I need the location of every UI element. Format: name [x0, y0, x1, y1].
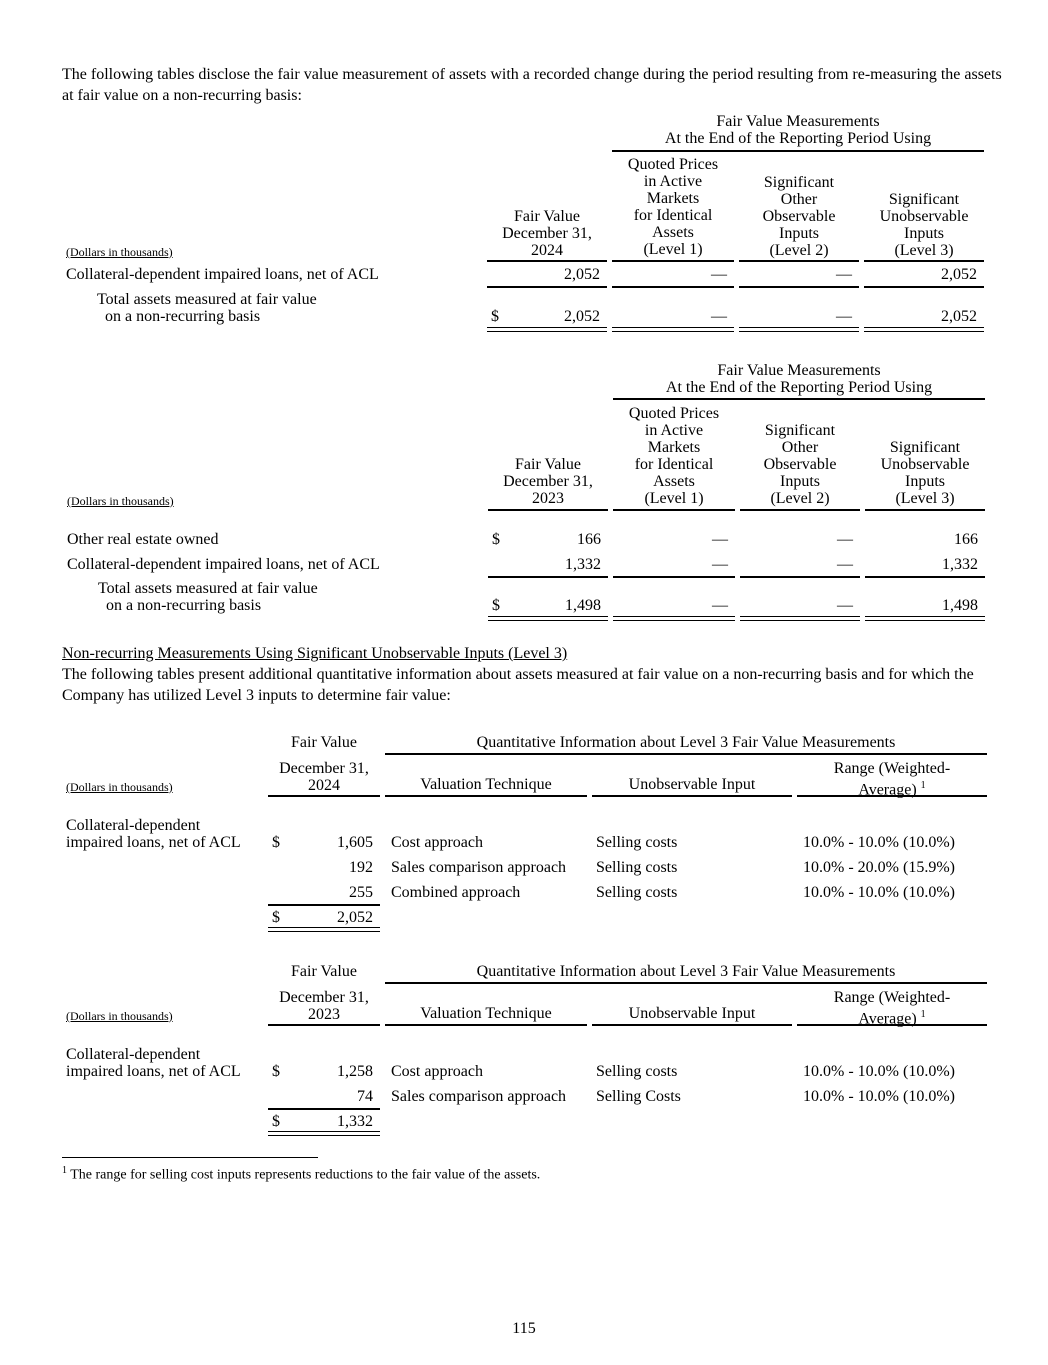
footnote-divider [62, 1157, 318, 1158]
row-label-line1: Collateral-dependent [66, 817, 201, 834]
footnote: $^1$ The range for selling cost inputs represents reductions to the fair value of the assets. [62, 1165, 541, 1183]
fair-value-label: Fair Value [291, 963, 357, 980]
row-label-line2: impaired loans, net of ACL [66, 834, 241, 851]
range-header: Range (Weighted- Average) $^1$ [833, 989, 951, 1028]
col-fair-value-header: Fair Value December 31, 2023 [503, 456, 593, 507]
input-cell: Selling costs [596, 1063, 678, 1080]
level2-cell: — [837, 556, 853, 573]
input-cell: Selling costs [596, 859, 678, 876]
row-label: Other real estate owned [67, 531, 219, 548]
col-level3-header: Significant Unobservable Inputs (Level 3) [879, 191, 969, 259]
col-fair-value-header: Fair Value December 31, 2024 [502, 208, 592, 259]
total-label-line1: Total assets measured at fair value [98, 580, 318, 597]
level3-intro: The following tables present additional quantitative information about assets measured at fair value on a non-recurring basis and for which the Company has utilized Level 3 inputs to determine fair value: [62, 666, 974, 704]
range-cell: 10.0% - 10.0% (10.0%) [803, 884, 955, 901]
level1-cell: — [711, 266, 727, 283]
total-level2: — [837, 597, 853, 614]
dollar-sign: $ [491, 308, 499, 325]
fair-value-cell: 1,332 [565, 556, 601, 573]
units-label: (Dollars in thousands) [66, 245, 173, 259]
row-label-line2: impaired loans, net of ACL [66, 1063, 241, 1080]
level3-cell: 166 [954, 531, 978, 548]
total-level2: — [836, 308, 852, 325]
row-label: Collateral-dependent impaired loans, net of ACL [66, 266, 379, 283]
group-header-line1: Fair Value Measurements [716, 113, 880, 130]
fair-value-cell: 166 [577, 531, 601, 548]
units-label: (Dollars in thousands) [66, 1009, 173, 1023]
date-header: December 31, 2023 [279, 989, 369, 1023]
row-label-line1: Collateral-dependent [66, 1046, 201, 1063]
value-cell: 255 [349, 884, 373, 901]
value-cell: 74 [357, 1088, 373, 1105]
input-cell: Selling costs [596, 884, 678, 901]
level3-cell: 2,052 [941, 266, 977, 283]
level3-cell: 1,332 [942, 556, 978, 573]
units-label: (Dollars in thousands) [66, 780, 173, 794]
date-header: December 31, 2024 [279, 760, 369, 794]
quant-header: Quantitative Information about Level 3 Fair Value Measurements [476, 963, 896, 980]
level2-cell: — [837, 531, 853, 548]
technique-cell: Cost approach [391, 834, 483, 851]
total-label-line2: on a non-recurring basis [105, 308, 261, 325]
total-dollar-sign: $ [272, 909, 280, 926]
col-level2-header: Significant Other Observable Inputs (Level 2) [762, 174, 836, 259]
total-label-line1: Total assets measured at fair value [97, 291, 317, 308]
total-level3: 1,498 [942, 597, 978, 614]
dollar-sign: $ [492, 597, 500, 614]
range-cell: 10.0% - 20.0% (15.9%) [803, 859, 955, 876]
level1-cell: — [712, 531, 728, 548]
technique-cell: Combined approach [391, 884, 521, 901]
total-label-line2: on a non-recurring basis [106, 597, 262, 614]
technique-cell: Cost approach [391, 1063, 483, 1080]
range-cell: 10.0% - 10.0% (10.0%) [803, 834, 955, 851]
technique-cell: Sales comparison approach [391, 859, 567, 876]
value-cell: 192 [349, 859, 373, 876]
total-level1: — [712, 597, 728, 614]
row-label: Collateral-dependent impaired loans, net of ACL [67, 556, 380, 573]
col-level1-header: Quoted Prices in Active Markets for Identical Assets (Level 1) [627, 156, 719, 258]
total-level3: 2,052 [941, 308, 977, 325]
page-number: 115 [512, 1320, 536, 1337]
level3-heading: Non-recurring Measurements Using Significant Unobservable Inputs (Level 3) [62, 645, 568, 662]
group-header-line2: At the End of the Reporting Period Using [664, 130, 932, 147]
col-level3-header: Significant Unobservable Inputs (Level 3) [880, 439, 970, 507]
valuation-technique-header: Valuation Technique [420, 776, 552, 793]
fair-value-label: Fair Value [291, 734, 357, 751]
unobservable-input-header: Unobservable Input [628, 1005, 756, 1022]
group-header-line1: Fair Value Measurements [717, 362, 881, 379]
range-cell: 10.0% - 10.0% (10.0%) [803, 1063, 955, 1080]
units-label: (Dollars in thousands) [67, 494, 174, 508]
total-fair-value: 1,498 [565, 597, 601, 614]
input-cell: Selling Costs [596, 1088, 681, 1105]
total-level1: — [711, 308, 727, 325]
group-header-line2: At the End of the Reporting Period Using [665, 379, 933, 396]
valuation-technique-header: Valuation Technique [420, 1005, 552, 1022]
intro-paragraph: The following tables disclose the fair value measurement of assets with a recorded change during the period resulting from re-measuring the assets at fair value on a non-recurring basis: [62, 66, 1002, 104]
level1-cell: — [712, 556, 728, 573]
range-header: Range (Weighted- Average) $^1$ [833, 760, 951, 799]
total-value: 1,332 [337, 1113, 373, 1130]
range-cell: 10.0% - 10.0% (10.0%) [803, 1088, 955, 1105]
input-cell: Selling costs [596, 834, 678, 851]
total-dollar-sign: $ [272, 1113, 280, 1130]
total-value: 2,052 [337, 909, 373, 926]
unobservable-input-header: Unobservable Input [628, 776, 756, 793]
dollar-sign: $ [492, 531, 500, 548]
fair-value-cell: 2,052 [564, 266, 600, 283]
col-level2-header: Significant Other Observable Inputs (Level 2) [763, 422, 837, 507]
value-cell: 1,605 [337, 834, 373, 851]
quant-header: Quantitative Information about Level 3 Fair Value Measurements [476, 734, 896, 751]
total-fair-value: 2,052 [564, 308, 600, 325]
dollar-sign: $ [272, 1063, 280, 1080]
dollar-sign: $ [272, 834, 280, 851]
level2-cell: — [836, 266, 852, 283]
technique-cell: Sales comparison approach [391, 1088, 567, 1105]
col-level1-header: Quoted Prices in Active Markets for Identical Assets (Level 1) [628, 405, 720, 507]
value-cell: 1,258 [337, 1063, 373, 1080]
